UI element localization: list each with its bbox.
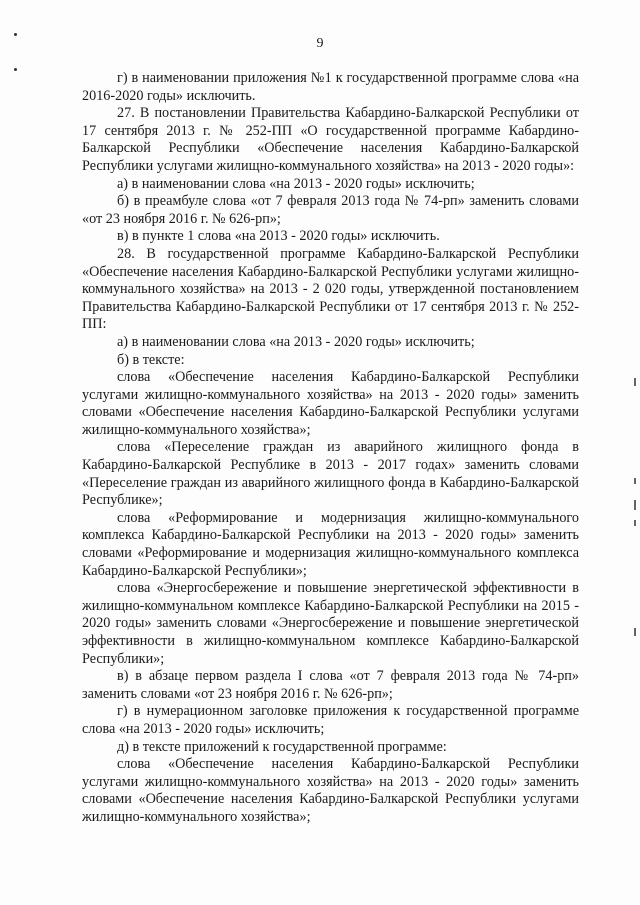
- paragraph-words-4: слова «Энергосбережение и повышение энергетической эффективности в жилищно-коммунальном комплексе Кабардино-Балкарской Республики на 2015 - 2020 годы» заменить словами «Энергосбережение и повышение энергетической эффективности в жилищно-коммунальном комплексе Кабардино-Балкарской Республики»;: [82, 580, 579, 667]
- paragraph-27-b: б) в преамбуле слова «от 7 февраля 2013 года № 74-рп» заменить словами «от 23 ноября 2016 г. № 626-рп»;: [82, 193, 579, 227]
- paragraph-27: 27. В постановлении Правительства Кабардино-Балкарской Республики от 17 сентября 2013 г. № 252-ПП «О государственной программе Кабардино-Балкарской Республики «Обеспечение населения Кабардино-Балкарской Республики услугами жилищно-коммунального хозяйства» на 2013 - 2020 годы»:: [82, 105, 579, 174]
- scan-edge-mark: [634, 378, 636, 386]
- page-number: 9: [316, 36, 324, 51]
- paragraph-27-v: в) в пункте 1 слова «на 2013 - 2020 годы» исключить.: [117, 228, 440, 245]
- paragraph-27-a: а) в наименовании слова «на 2013 - 2020 годы» исключить;: [117, 175, 475, 192]
- paragraph-28-a: а) в наименовании слова «на 2013 - 2020 годы» исключить;: [117, 333, 475, 350]
- scan-edge-mark: [634, 628, 636, 636]
- scan-edge-mark: [634, 520, 636, 526]
- scan-edge-mark: [634, 500, 636, 510]
- scan-artifact-dot: [14, 68, 17, 71]
- paragraph-words-2: слова «Переселение граждан из аварийного жилищного фонда в Кабардино-Балкарской Республике в 2013 - 2017 годах» заменить словами «Переселение граждан из аварийного жилищного фонда в Кабардино-Балкарской Республике»;: [82, 439, 579, 509]
- paragraph-28: 28. В государственной программе Кабардино-Балкарской Республики «Обеспечение населения Кабардино-Балкарской Республики услугами жилищно-коммунального хозяйства» на 2013 - 2 020 годы, утвержденной постановлением Правительства Кабардино-Балкарской Республики от 17 сентября 2013 г. № 252-ПП:: [82, 245, 579, 333]
- paragraph-28-d: д) в тексте приложений к государственной программе:: [117, 738, 447, 755]
- document-body: [82, 70, 579, 827]
- paragraph-words-5: слова «Обеспечение населения Кабардино-Балкарской Республики услугами жилищно-коммунального хозяйства» на 2013 - 2020 годы» заменить словами «Обеспечение населения Кабардино-Балкарской Республики услугами жилищно-коммунального хозяйства»;: [82, 756, 579, 825]
- paragraph-words-3: слова «Реформирование и модернизация жилищно-коммунального комплекса Кабардино-Балкарской Республики на 2013 - 2020 годы» заменить словами «Реформирование и модернизация жилищно-коммунального комплекса Кабардино-Балкарской Республики»;: [82, 509, 579, 579]
- paragraph-appendix-1: г) в наименовании приложения №1 к государственной программе слова «на 2016-2020 годы» исключить.: [82, 70, 579, 104]
- paragraph-28-v: в) в абзаце первом раздела I слова «от 7 февраля 2013 года № 74-рп» заменить словами «от 23 ноября 2016 г. № 626-рп»;: [82, 668, 579, 702]
- paragraph-28-g: г) в нумерационном заголовке приложения к государственной программе слова «на 2013 - 2020 годы» исключить;: [82, 703, 579, 737]
- paragraph-words-1: слова «Обеспечение населения Кабардино-Балкарской Республики услугами жилищно-коммунального хозяйства» на 2013 - 2020 годы» заменить словами «Обеспечение населения Кабардино-Балкарской Республики услугами жилищно-коммунального хозяйства»;: [82, 369, 579, 438]
- scan-edge-mark: [634, 478, 636, 484]
- paragraph-28-b: б) в тексте:: [117, 351, 185, 368]
